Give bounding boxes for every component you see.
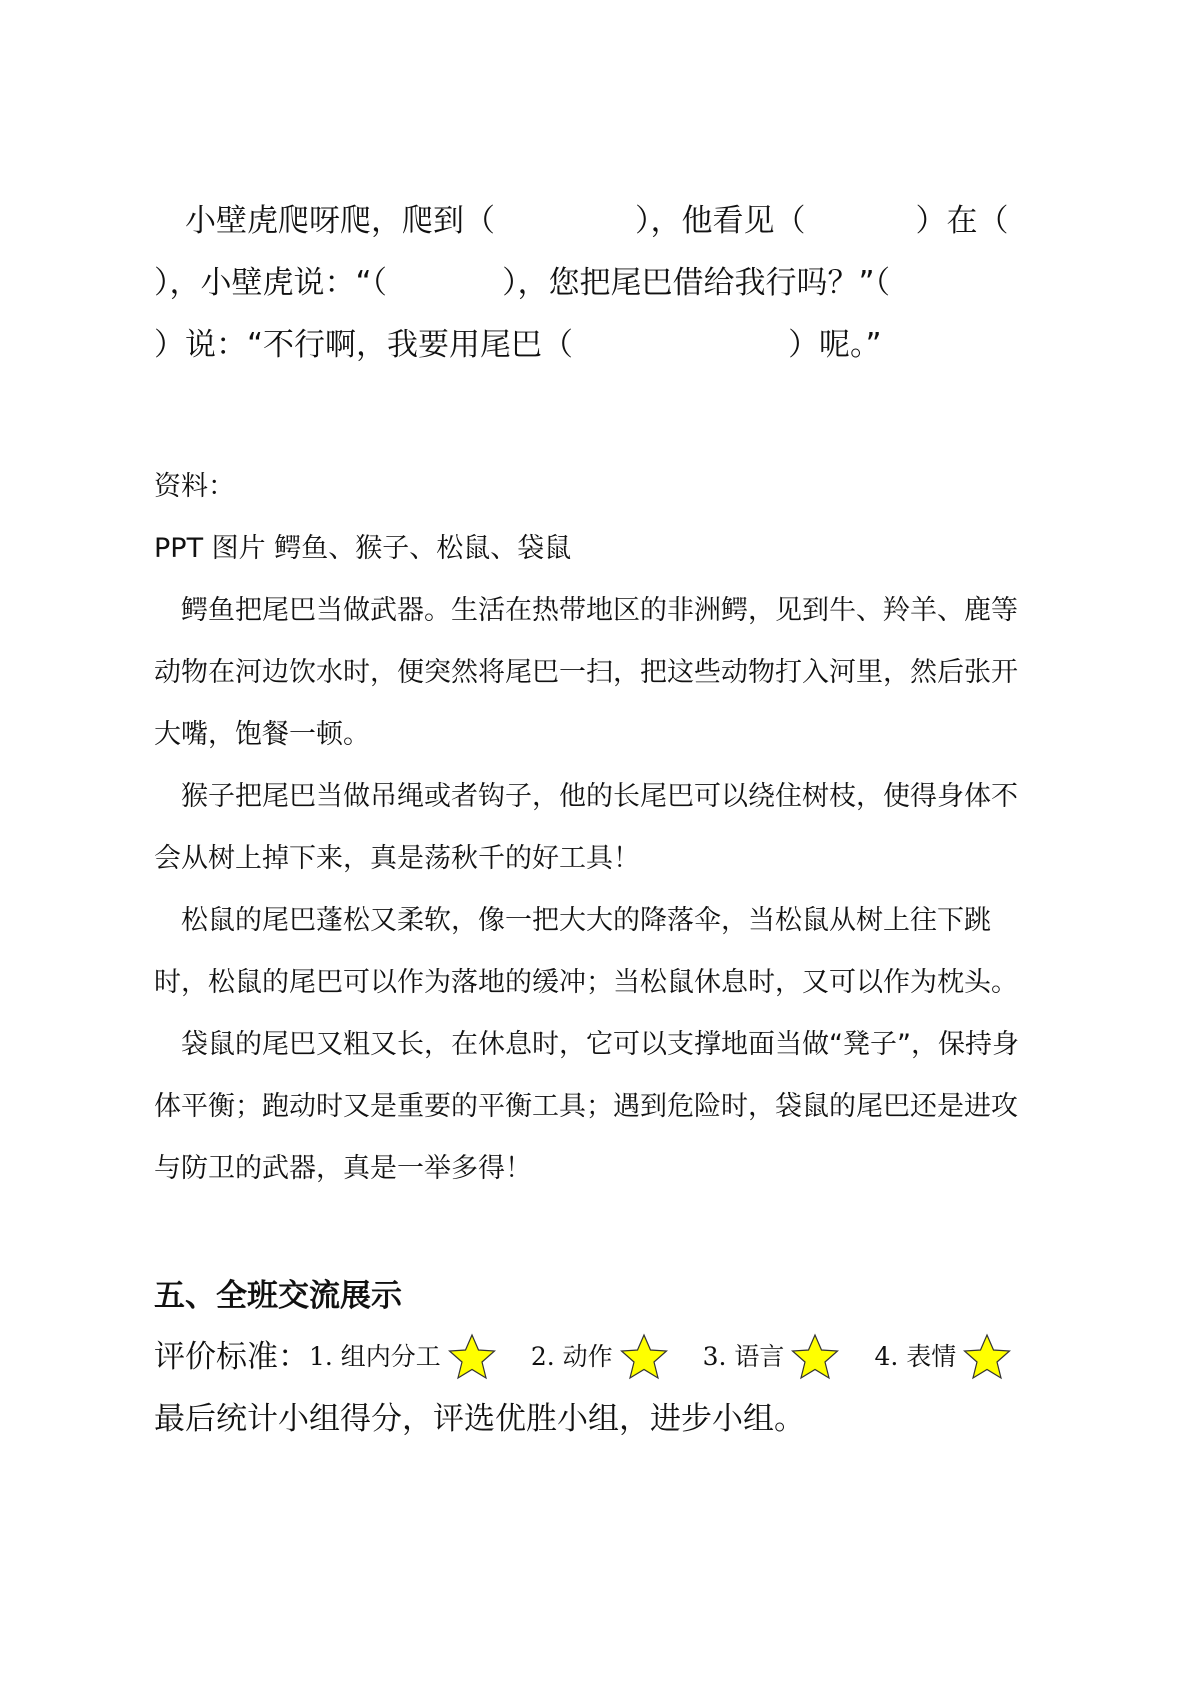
criterion-item [703, 1326, 847, 1388]
paragraph-squirrel: 松鼠的尾巴蓬松又柔软，像一把大大的降落伞，当松鼠从树上往下跳时，松鼠的尾巴可以作为落地的缓冲；当松鼠休息时，又可以作为枕头。 [154, 905, 1018, 998]
star-icon [619, 1332, 669, 1382]
fill-blank-line-1 [154, 190, 1034, 252]
criterion-text: 4. 表情 [874, 1342, 957, 1371]
paragraph-crocodile: 鳄鱼把尾巴当做武器。生活在热带地区的非洲鳄，见到牛、羚羊、鹿等动物在河边饮水时，便突然将尾巴一扫，把这些动物打入河里，然后张开大嘴，饱餐一顿。 [154, 595, 1018, 750]
evaluation-criteria [154, 1326, 1034, 1388]
fill-text: ），小壁虎说：“（ [154, 265, 388, 301]
criteria-label: 评价标准： [154, 1339, 309, 1375]
criterion-text: 1. 组内分工 [309, 1342, 441, 1371]
fill-blank-line-2 [154, 252, 1034, 314]
section-title: 五、全班交流展示 [154, 1278, 402, 1314]
criterion-item [531, 1326, 675, 1388]
star-icon [447, 1332, 497, 1382]
document-page [154, 190, 1034, 1450]
fill-text: ），您把尾巴借给我行吗？”（ [502, 265, 891, 301]
fill-text: ）说：“不行啊，我要用尾巴（ [154, 327, 574, 363]
fill-text: ），他看见（ [635, 203, 806, 239]
fill-text: ）在（ [915, 203, 1009, 239]
final-summary: 最后统计小组得分，评选优胜小组，进步小组。 [154, 1401, 805, 1437]
criterion-text: 2. 动作 [530, 1342, 613, 1371]
paragraph-monkey: 猴子把尾巴当做吊绳或者钩子，他的长尾巴可以绕住树枝，使得身体不会从树上掉下来，真是荡秋千的好工具！ [154, 781, 1018, 874]
fill-blank-line-3 [154, 314, 1034, 376]
ppt-line: PPT 图片 鳄鱼、猴子、松鼠、袋鼠 [154, 533, 572, 564]
fill-text: 小壁虎爬呀爬，爬到（ [185, 203, 495, 239]
criterion-item [309, 1326, 503, 1388]
paragraph-kangaroo: 袋鼠的尾巴又粗又长，在休息时，它可以支撑地面当做“凳子”，保持身体平衡；跑动时又是重要的平衡工具；遇到危险时，袋鼠的尾巴还是进攻与防卫的武器，真是一举多得！ [154, 1029, 1019, 1184]
materials-label: 资料： [154, 471, 235, 502]
star-icon [790, 1332, 840, 1382]
criterion-text: 3. 语言 [702, 1342, 785, 1371]
star-icon [962, 1332, 1012, 1382]
criterion-item [874, 1326, 1018, 1388]
fill-text: ）呢。” [788, 327, 882, 363]
